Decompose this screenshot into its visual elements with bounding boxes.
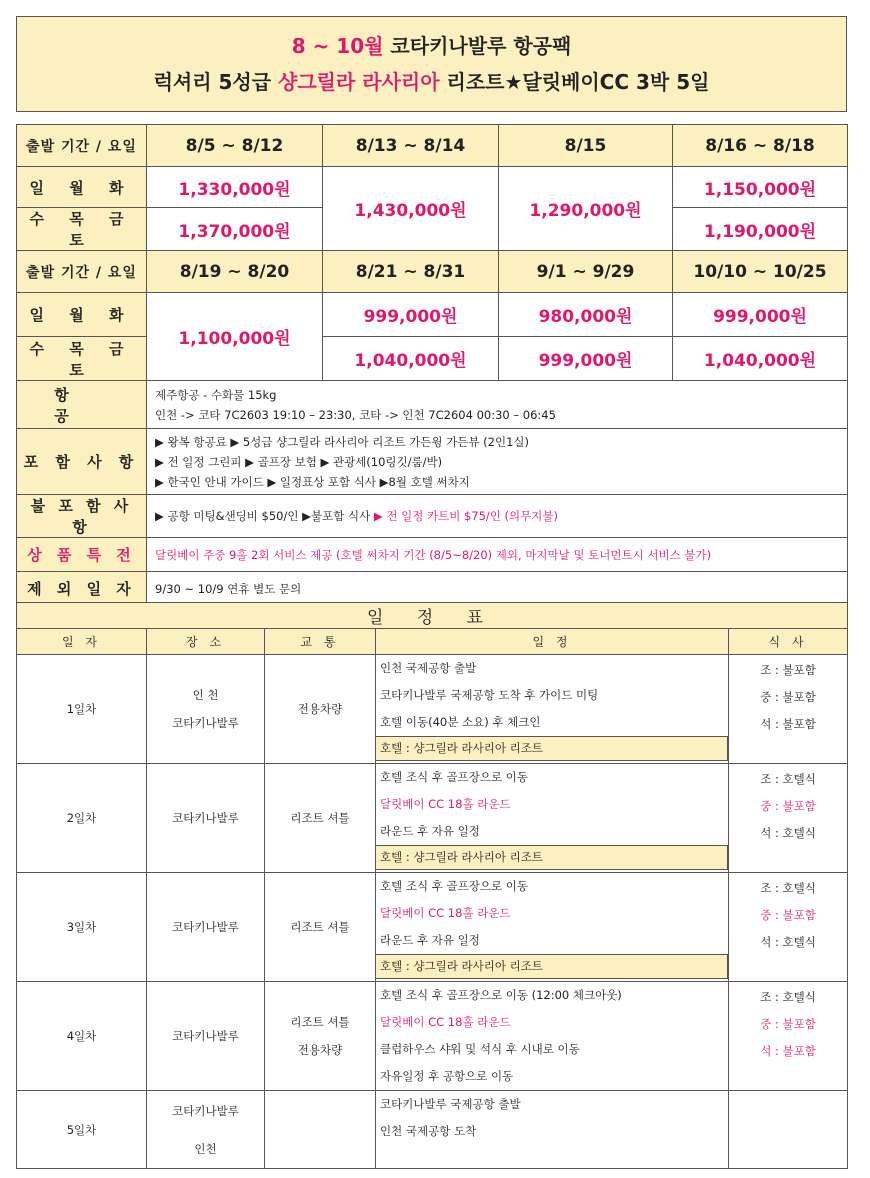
event: 호텔 이동(40분 소요) 후 체크인	[380, 715, 541, 729]
meal: 중 : 불포함	[760, 908, 816, 922]
price-cell: 1,430,000원	[323, 167, 499, 251]
table-row	[17, 764, 848, 873]
period-header: 8/15	[499, 125, 673, 167]
period-label: 출발 기간 / 요일	[17, 125, 147, 167]
price-cell: 999,000원	[323, 293, 499, 337]
place: 인천	[194, 1141, 217, 1156]
event: 호텔 조식 후 골프장으로 이동 (12:00 체크아웃)	[380, 988, 622, 1002]
weekday-label: 일 월 화	[17, 293, 147, 337]
event: 라운드 후 자유 일정	[380, 824, 480, 838]
flight-row	[17, 381, 848, 429]
period-header: 10/10 ~ 10/25	[673, 251, 848, 293]
price-header-row-1	[17, 125, 848, 167]
meal: 중 : 불포함	[760, 799, 816, 813]
special-row	[17, 538, 848, 572]
price-cell: 1,190,000원	[673, 208, 848, 251]
hotel-event: 호텔 : 샹그릴라 라사리아 리조트	[376, 954, 728, 979]
period-header: 8/21 ~ 8/31	[323, 251, 499, 293]
event: 코타키나발루 국제공항 출발	[380, 1097, 521, 1111]
meal: 조 : 호텔식	[760, 772, 816, 786]
meals-cell	[729, 764, 848, 873]
price-weekend-row-2	[17, 337, 848, 381]
events-cell	[376, 873, 729, 982]
column-header: 장 소	[147, 629, 265, 655]
title-months: 8 ~ 10월	[291, 34, 384, 58]
weekend-label: 수 목 금 토	[17, 337, 147, 381]
period-header: 8/19 ~ 8/20	[147, 251, 323, 293]
schedule-header-row	[17, 629, 848, 655]
weekend-label: 수 목 금 토	[17, 208, 147, 251]
column-header: 교 통	[265, 629, 376, 655]
price-cell: 1,100,000원	[147, 293, 323, 381]
period-header: 9/1 ~ 9/29	[499, 251, 673, 293]
title-line-1	[292, 28, 572, 64]
place: 코타키나발루	[172, 716, 239, 730]
event: 달릿베이 CC 18홀 라운드	[380, 797, 511, 811]
day-label: 4일차	[17, 982, 147, 1091]
title-package: 코타키나발루 항공팩	[383, 34, 572, 58]
place: 코타키나발루	[172, 811, 239, 825]
flight-info	[147, 381, 848, 429]
price-cell: 999,000원	[673, 293, 848, 337]
event: 호텔 조식 후 골프장으로 이동	[380, 770, 528, 784]
period-label: 출발 기간 / 요일	[17, 251, 147, 293]
price-table	[16, 124, 848, 606]
period-header: 8/13 ~ 8/14	[323, 125, 499, 167]
place-cell	[147, 1091, 265, 1169]
special-info: 달릿베이 주중 9홀 2회 서비스 제공 (호텔 써차지 기간 (8/5~8/20) 제외, 마지막날 및 토너먼트시 서비스 불가)	[147, 538, 848, 572]
transport: 전용차량	[297, 1043, 343, 1057]
meals-cell	[729, 655, 848, 764]
flight-label: 항 공	[17, 381, 147, 429]
price-weekday-row-2	[17, 293, 848, 337]
day-label: 5일차	[17, 1091, 147, 1169]
meals-cell	[729, 873, 848, 982]
period-header: 8/16 ~ 8/18	[673, 125, 848, 167]
excluded-dates-row	[17, 572, 848, 606]
period-header: 8/5 ~ 8/12	[147, 125, 323, 167]
event: 달릿베이 CC 18홀 라운드	[380, 1015, 511, 1029]
price-cell: 1,290,000원	[499, 167, 673, 251]
day-label: 1일차	[17, 655, 147, 764]
price-cell: 999,000원	[499, 337, 673, 381]
meals-cell	[729, 1091, 848, 1169]
events-cell	[376, 655, 729, 764]
transport-cell	[265, 982, 376, 1091]
price-cell: 1,150,000원	[673, 167, 848, 208]
place-cell	[147, 655, 265, 764]
include-line: ▶ 한국인 안내 가이드 ▶ 일정표상 포함 식사 ▶8월 호텔 써차지	[155, 474, 470, 489]
event: 인천 국제공항 도착	[380, 1124, 477, 1138]
include-info	[147, 429, 848, 495]
include-line: ▶ 전 일정 그린피 ▶ 골프장 보험 ▶ 관광세(10링깃/룸/박)	[155, 454, 443, 469]
price-cell: 1,370,000원	[147, 208, 323, 251]
exclude-row	[17, 495, 848, 538]
special-label: 상 품 특 전	[17, 538, 147, 572]
transport-cell	[265, 1091, 376, 1169]
event: 클럽하우스 샤워 및 석식 후 시내로 이동	[380, 1042, 580, 1056]
flight-schedule: 인천 -> 코타 7C2603 19:10 – 23:30, 코타 -> 인천 7C2604 00:30 – 06:45	[155, 407, 556, 422]
schedule-title: 일 정 표	[17, 603, 848, 629]
meal: 조 : 불포함	[760, 663, 816, 677]
transport: 리조트 셔틀	[290, 1015, 350, 1029]
excluded-dates-info: 9/30 ~ 10/9 연휴 별도 문의	[147, 572, 848, 606]
title-luxury: 럭셔리 5성급	[153, 70, 279, 94]
transport: 전용차량	[297, 702, 343, 716]
day-label: 3일차	[17, 873, 147, 982]
meals-cell	[729, 982, 848, 1091]
events-cell	[376, 1091, 729, 1169]
place: 코타키나발루	[172, 1103, 239, 1118]
event: 자유일정 후 공항으로 이동	[380, 1069, 514, 1083]
price-cell: 1,040,000원	[673, 337, 848, 381]
flight-baggage: 제주항공 - 수화물 15kg	[155, 387, 277, 402]
table-row	[17, 982, 848, 1091]
transport: 리조트 셔틀	[290, 920, 350, 934]
price-cell: 1,330,000원	[147, 167, 323, 208]
exclude-info	[147, 495, 848, 538]
meal: 석 : 호텔식	[760, 826, 816, 840]
schedule-table	[16, 602, 848, 1169]
price-header-row-2	[17, 251, 848, 293]
transport-cell	[265, 764, 376, 873]
day-label: 2일차	[17, 764, 147, 873]
price-cell: 1,040,000원	[323, 337, 499, 381]
title-resort: 샹그릴라 라사리아	[278, 70, 440, 94]
place-cell	[147, 982, 265, 1091]
schedule-title-row	[17, 603, 848, 629]
title-banner	[16, 16, 847, 112]
exclude-label: 불 포 함 사 항	[17, 495, 147, 538]
meal: 중 : 불포함	[760, 1017, 816, 1031]
meal: 석 : 호텔식	[760, 935, 816, 949]
excluded-dates-label: 제 외 일 자	[17, 572, 147, 606]
table-row	[17, 873, 848, 982]
transport-cell	[265, 655, 376, 764]
price-weekday-row-1	[17, 167, 848, 208]
meal: 석 : 불포함	[760, 717, 816, 731]
weekday-label: 일 월 화	[17, 167, 147, 208]
events-cell	[376, 982, 729, 1091]
event: 코타키나발루 국제공항 도착 후 가이드 미팅	[380, 688, 599, 702]
column-header: 일 자	[17, 629, 147, 655]
event: 달릿베이 CC 18홀 라운드	[380, 906, 511, 920]
transport: 리조트 셔틀	[290, 811, 350, 825]
meal: 중 : 불포함	[760, 690, 816, 704]
title-line-2	[154, 64, 710, 100]
meal: 석 : 불포함	[760, 1044, 816, 1058]
event: 라운드 후 자유 일정	[380, 933, 480, 947]
event: 호텔 조식 후 골프장으로 이동	[380, 879, 528, 893]
transport-cell	[265, 873, 376, 982]
exclude-cart-fee: ▶ 전 일정 카트비 $75/인 (의무지불)	[373, 509, 558, 523]
include-label: 포 함 사 항	[17, 429, 147, 495]
price-cell: 980,000원	[499, 293, 673, 337]
meal: 조 : 호텔식	[760, 990, 816, 1004]
hotel-event: 호텔 : 샹그릴라 라사리아 리조트	[376, 845, 728, 870]
place: 코타키나발루	[172, 1029, 239, 1043]
events-cell	[376, 764, 729, 873]
column-header: 식 사	[729, 629, 848, 655]
include-line: ▶ 왕복 항공료 ▶ 5성급 샹그릴라 라사리아 리조트 가든윙 가든뷰 (2인1실)	[155, 434, 529, 449]
column-header: 일 정	[376, 629, 729, 655]
place: 인 천	[192, 688, 219, 702]
place-cell	[147, 873, 265, 982]
place: 코타키나발루	[172, 920, 239, 934]
include-row	[17, 429, 848, 495]
hotel-event: 호텔 : 샹그릴라 라사리아 리조트	[376, 736, 728, 761]
event: 인천 국제공항 출발	[380, 661, 477, 675]
title-resort-suffix: 리조트★달릿베이CC 3박 5일	[439, 70, 710, 94]
place-cell	[147, 764, 265, 873]
meal: 조 : 호텔식	[760, 881, 816, 895]
table-row	[17, 1091, 848, 1169]
table-row	[17, 655, 848, 764]
exclude-text: ▶ 공항 미팅&샌딩비 $50/인 ▶불포함 식사	[155, 509, 374, 523]
